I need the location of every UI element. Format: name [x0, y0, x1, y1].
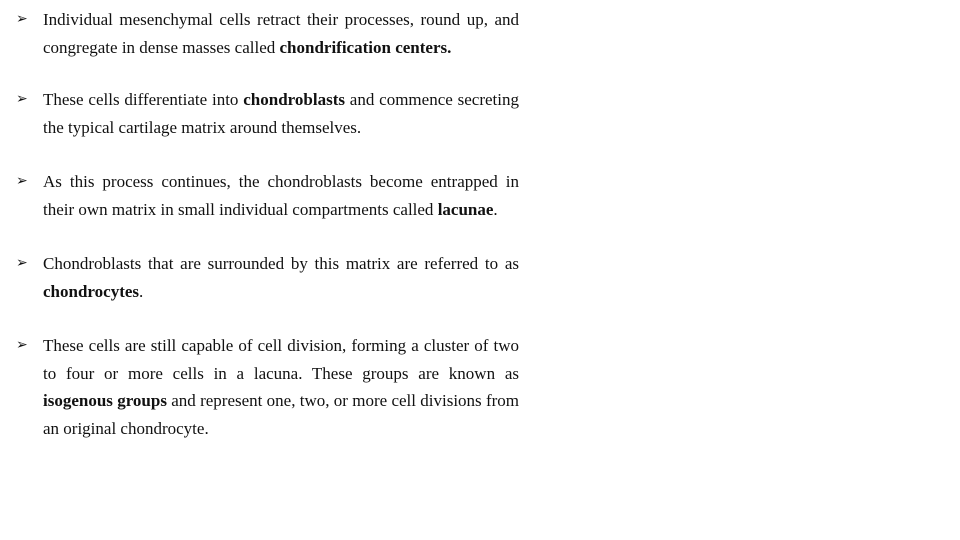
bullet-text-part: . — [139, 281, 144, 301]
bullet-text — [43, 10, 519, 57]
bullet-text-bold: isogenous groups — [43, 391, 167, 410]
bullet-text-part: These cells are still capable of cell division, forming a cluster of two to four or more cells in a lacuna. These groups are known as — [43, 336, 519, 383]
bullet-item — [16, 86, 519, 141]
bullet-text-part: These cells differentiate into — [43, 90, 244, 109]
bullet-text-part: As this process continues, the chondroblasts become entrapped in their own matrix in small individual compartments called — [43, 172, 519, 219]
bullet-text-bold: chondroblasts — [243, 90, 345, 109]
bullet-text-bold: chondrocytes — [43, 281, 140, 301]
arrow-bullet-icon: ➢ — [16, 337, 28, 353]
bullet-text — [43, 336, 519, 438]
bullet-text-part: Individual mesenchymal cells retract their processes, round up, and congregate in dense masses called — [43, 10, 519, 57]
arrow-bullet-icon: ➢ — [16, 91, 28, 107]
bullet-text-part: . — [493, 199, 498, 219]
bullet-text-bold: lacunae — [437, 199, 494, 219]
bullet-item — [16, 168, 519, 223]
bullet-item — [16, 250, 519, 305]
bullet-item — [16, 332, 519, 442]
bullet-text-bold: chondrification centers. — [279, 37, 452, 57]
arrow-bullet-icon: ➢ — [16, 173, 28, 189]
bullet-list — [16, 6, 519, 442]
bullet-text-part: Chondroblasts that are surrounded by this matrix are referred to as — [43, 254, 519, 273]
arrow-bullet-icon: ➢ — [16, 255, 28, 271]
bullet-text — [43, 254, 519, 301]
bullet-item — [16, 6, 519, 61]
arrow-bullet-icon: ➢ — [16, 11, 28, 27]
bullet-text-part: and commence secreting the typical cartilage matrix around themselves. — [43, 90, 519, 137]
bullet-text-part: and represent one, two, or more cell divisions from an original chondrocyte. — [43, 391, 519, 438]
bullet-text — [43, 172, 519, 219]
bullet-text — [43, 90, 519, 137]
